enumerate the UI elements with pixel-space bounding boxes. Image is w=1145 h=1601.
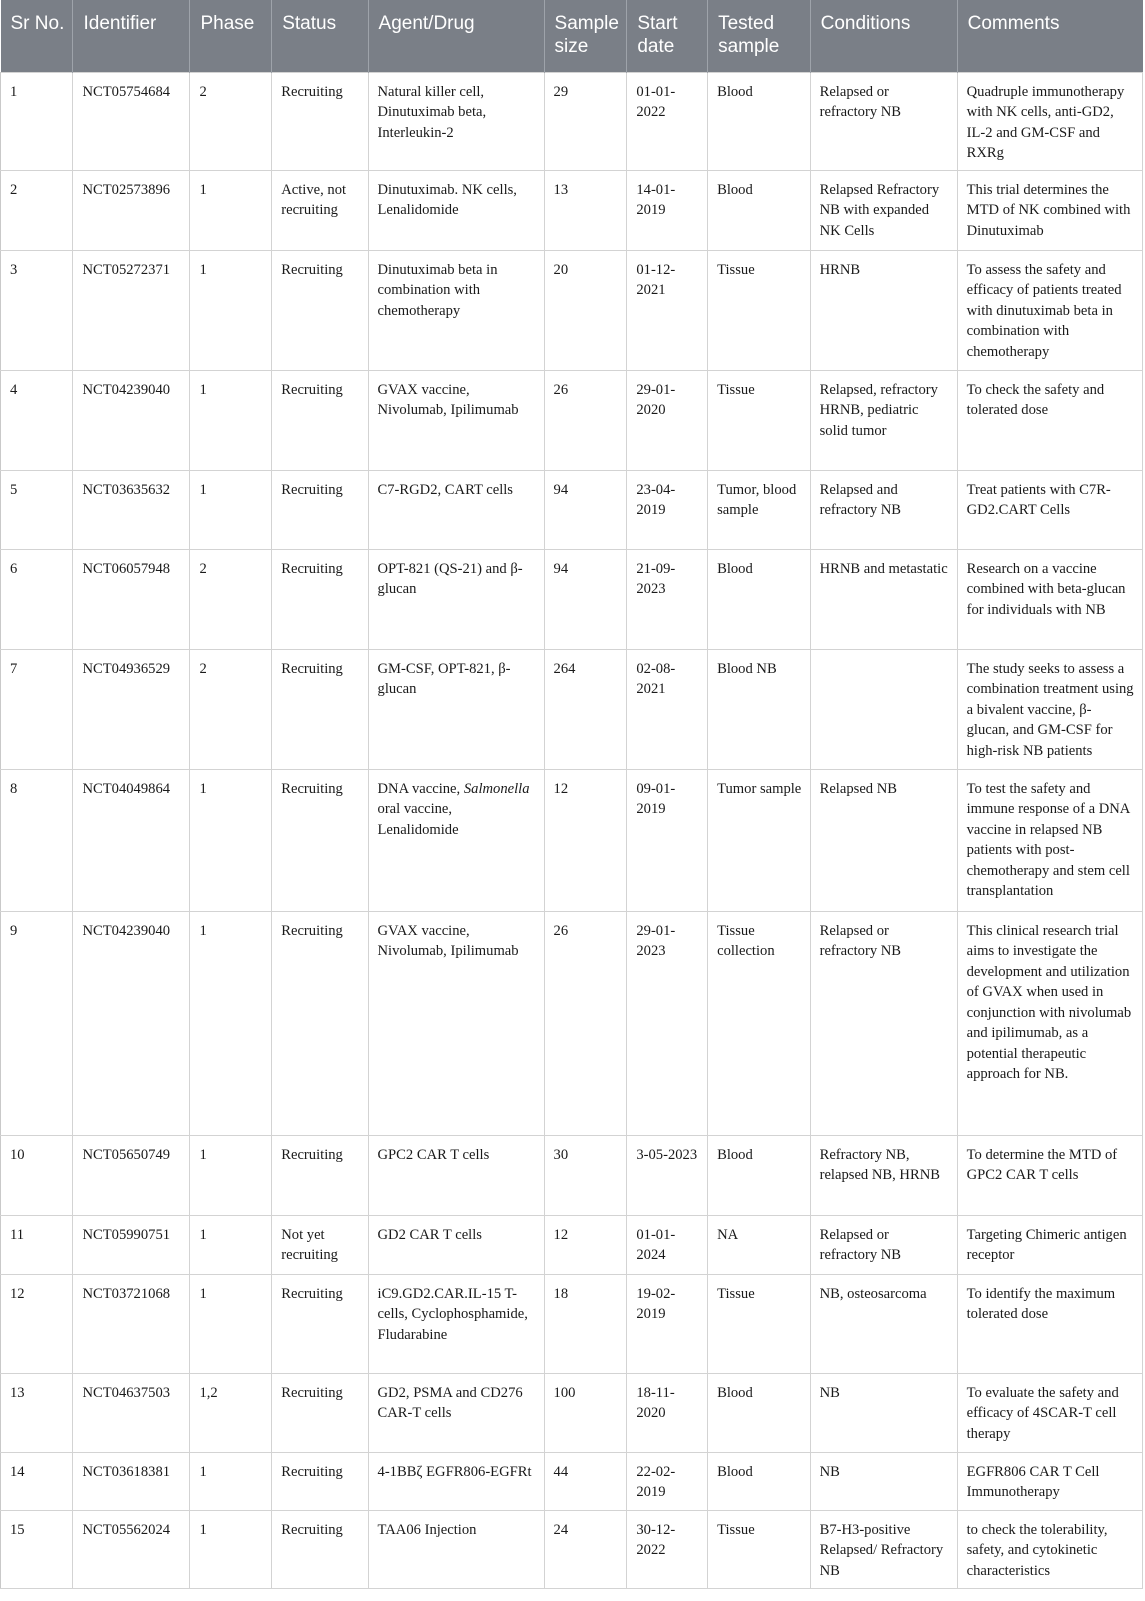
cell-identifier: NCT03618381 xyxy=(73,1452,190,1510)
table-row xyxy=(1,1215,1143,1274)
cell-sr-no: 14 xyxy=(1,1452,73,1510)
header-agent-drug: Agent/Drug xyxy=(368,0,544,72)
cell-identifier: NCT05562024 xyxy=(73,1510,190,1588)
cell-comments: The study seeks to assess a combination treatment using a bivalent vaccine, β-glucan, and GM-CSF for high-risk NB patients xyxy=(957,649,1142,769)
cell-conditions: NB, osteosarcoma xyxy=(810,1274,957,1373)
cell-conditions: NB xyxy=(810,1452,957,1510)
header-sample-size: Sample size xyxy=(544,0,627,72)
table-body xyxy=(1,72,1143,1588)
cell-status: Recruiting xyxy=(272,649,368,769)
cell-conditions: Relapsed or refractory NB xyxy=(810,911,957,1135)
cell-status: Recruiting xyxy=(272,1452,368,1510)
cell-sample-size: 20 xyxy=(544,250,627,370)
table-row xyxy=(1,1373,1143,1452)
cell-phase: 1 xyxy=(190,1215,272,1274)
cell-comments: To determine the MTD of GPC2 CAR T cells xyxy=(957,1135,1142,1215)
cell-identifier: NCT04936529 xyxy=(73,649,190,769)
cell-sr-no: 4 xyxy=(1,370,73,470)
cell-sample-size: 26 xyxy=(544,911,627,1135)
cell-comments: Treat patients with C7R-GD2.CART Cells xyxy=(957,470,1142,549)
cell-identifier: NCT03635632 xyxy=(73,470,190,549)
agent-text: DNA vaccine, xyxy=(377,780,464,797)
cell-conditions: HRNB xyxy=(810,250,957,370)
cell-agent-drug: C7-RGD2, CART cells xyxy=(368,470,544,549)
cell-agent-drug: OPT-821 (QS-21) and β-glucan xyxy=(368,549,544,649)
cell-agent-drug: TAA06 Injection xyxy=(368,1510,544,1588)
cell-comments: To test the safety and immune response of a DNA vaccine in relapsed NB patients with post-chemotherapy and stem cell transplantation xyxy=(957,769,1142,911)
cell-agent-drug: GVAX vaccine, Nivolumab, Ipilimumab xyxy=(368,911,544,1135)
cell-sample-size: 264 xyxy=(544,649,627,769)
table-row xyxy=(1,911,1143,1135)
cell-agent-drug: GVAX vaccine, Nivolumab, Ipilimumab xyxy=(368,370,544,470)
cell-identifier: NCT04239040 xyxy=(73,370,190,470)
header-row xyxy=(1,0,1143,72)
cell-sample-size: 18 xyxy=(544,1274,627,1373)
cell-start-date: 09-01-2019 xyxy=(627,769,708,911)
cell-sr-no: 8 xyxy=(1,769,73,911)
cell-comments: Research on a vaccine combined with beta-glucan for individuals with NB xyxy=(957,549,1142,649)
cell-comments: Targeting Chimeric antigen receptor xyxy=(957,1215,1142,1274)
cell-conditions: Relapsed or refractory NB xyxy=(810,1215,957,1274)
cell-agent-drug: Natural killer cell, Dinutuximab beta, Interleukin-2 xyxy=(368,72,544,170)
cell-identifier: NCT06057948 xyxy=(73,549,190,649)
header-phase: Phase xyxy=(190,0,272,72)
cell-agent-drug: GD2 CAR T cells xyxy=(368,1215,544,1274)
cell-identifier: NCT05650749 xyxy=(73,1135,190,1215)
cell-phase: 1 xyxy=(190,250,272,370)
cell-status: Recruiting xyxy=(272,549,368,649)
cell-phase: 1 xyxy=(190,769,272,911)
cell-sr-no: 12 xyxy=(1,1274,73,1373)
header-tested-sample: Tested sample xyxy=(708,0,811,72)
table-row xyxy=(1,769,1143,911)
header-comments: Comments xyxy=(957,0,1142,72)
cell-start-date: 21-09-2023 xyxy=(627,549,708,649)
cell-agent-drug: GD2, PSMA and CD276 CAR-T cells xyxy=(368,1373,544,1452)
table-row xyxy=(1,250,1143,370)
table-row xyxy=(1,649,1143,769)
cell-conditions: Relapsed, refractory HRNB, pediatric solid tumor xyxy=(810,370,957,470)
cell-sample-size: 94 xyxy=(544,470,627,549)
cell-start-date: 19-02-2019 xyxy=(627,1274,708,1373)
table-row xyxy=(1,72,1143,170)
cell-tested-sample: Blood xyxy=(708,1135,811,1215)
cell-phase: 1 xyxy=(190,370,272,470)
cell-sr-no: 5 xyxy=(1,470,73,549)
header-sr-no: Sr No. xyxy=(1,0,73,72)
table-row xyxy=(1,1274,1143,1373)
cell-comments: to check the tolerability, safety, and cytokinetic characteristics xyxy=(957,1510,1142,1588)
cell-tested-sample: Tissue xyxy=(708,1510,811,1588)
cell-comments: This clinical research trial aims to investigate the development and utilization of GVAX when used in conjunction with nivolumab and ipilimumab, as a potential therapeutic approach for NB. xyxy=(957,911,1142,1135)
cell-start-date: 18-11-2020 xyxy=(627,1373,708,1452)
cell-comments: EGFR806 CAR T Cell Immunotherapy xyxy=(957,1452,1142,1510)
cell-identifier: NCT03721068 xyxy=(73,1274,190,1373)
agent-text: oral vaccine, Lenalidomide xyxy=(377,801,459,838)
cell-start-date: 01-01-2022 xyxy=(627,72,708,170)
cell-status: Recruiting xyxy=(272,370,368,470)
cell-start-date: 3-05-2023 xyxy=(627,1135,708,1215)
cell-tested-sample: Blood xyxy=(708,72,811,170)
cell-comments: Quadruple immunotherapy with NK cells, anti-GD2, IL-2 and GM-CSF and RXRg xyxy=(957,72,1142,170)
cell-status: Recruiting xyxy=(272,250,368,370)
cell-agent-drug: 4-1BBζ EGFR806-EGFRt xyxy=(368,1452,544,1510)
cell-phase: 1,2 xyxy=(190,1373,272,1452)
cell-conditions: Relapsed or refractory NB xyxy=(810,72,957,170)
cell-start-date: 23-04-2019 xyxy=(627,470,708,549)
cell-sr-no: 2 xyxy=(1,170,73,250)
cell-tested-sample: Blood xyxy=(708,170,811,250)
cell-status: Not yet recruiting xyxy=(272,1215,368,1274)
cell-comments: To evaluate the safety and efficacy of 4SCAR-T cell therapy xyxy=(957,1373,1142,1452)
cell-identifier: NCT05990751 xyxy=(73,1215,190,1274)
cell-sr-no: 15 xyxy=(1,1510,73,1588)
cell-start-date: 29-01-2020 xyxy=(627,370,708,470)
cell-status: Recruiting xyxy=(272,1373,368,1452)
cell-comments: To assess the safety and efficacy of patients treated with dinutuximab beta in combination with chemotherapy xyxy=(957,250,1142,370)
cell-agent-drug: GM-CSF, OPT-821, β-glucan xyxy=(368,649,544,769)
cell-tested-sample: Blood xyxy=(708,1373,811,1452)
cell-identifier: NCT04637503 xyxy=(73,1373,190,1452)
cell-conditions xyxy=(810,649,957,769)
cell-phase: 2 xyxy=(190,549,272,649)
cell-status: Recruiting xyxy=(272,1274,368,1373)
cell-sr-no: 10 xyxy=(1,1135,73,1215)
table-row xyxy=(1,470,1143,549)
cell-identifier: NCT04239040 xyxy=(73,911,190,1135)
cell-sample-size: 29 xyxy=(544,72,627,170)
cell-tested-sample: Blood NB xyxy=(708,649,811,769)
cell-sample-size: 30 xyxy=(544,1135,627,1215)
cell-phase: 1 xyxy=(190,1452,272,1510)
cell-tested-sample: Blood xyxy=(708,1452,811,1510)
cell-agent-drug: GPC2 CAR T cells xyxy=(368,1135,544,1215)
table-row xyxy=(1,1452,1143,1510)
cell-sample-size: 12 xyxy=(544,1215,627,1274)
cell-identifier: NCT05272371 xyxy=(73,250,190,370)
cell-tested-sample: Blood xyxy=(708,549,811,649)
cell-tested-sample: Tumor sample xyxy=(708,769,811,911)
cell-start-date: 22-02-2019 xyxy=(627,1452,708,1510)
cell-status: Recruiting xyxy=(272,911,368,1135)
cell-identifier: NCT05754684 xyxy=(73,72,190,170)
cell-tested-sample: Tissue xyxy=(708,1274,811,1373)
cell-sample-size: 44 xyxy=(544,1452,627,1510)
header-conditions: Conditions xyxy=(810,0,957,72)
cell-status: Recruiting xyxy=(272,72,368,170)
cell-tested-sample: Tumor, blood sample xyxy=(708,470,811,549)
cell-tested-sample: Tissue xyxy=(708,370,811,470)
table-row xyxy=(1,370,1143,470)
cell-phase: 1 xyxy=(190,170,272,250)
cell-sample-size: 24 xyxy=(544,1510,627,1588)
cell-comments: To identify the maximum tolerated dose xyxy=(957,1274,1142,1373)
cell-agent-drug: Dinutuximab. NK cells, Lenalidomide xyxy=(368,170,544,250)
header-status: Status xyxy=(272,0,368,72)
cell-conditions: NB xyxy=(810,1373,957,1452)
agent-italic-text: Salmonella xyxy=(463,780,530,797)
cell-sr-no: 7 xyxy=(1,649,73,769)
cell-status: Recruiting xyxy=(272,1135,368,1215)
table-row xyxy=(1,170,1143,250)
cell-phase: 2 xyxy=(190,649,272,769)
cell-start-date: 29-01-2023 xyxy=(627,911,708,1135)
cell-sr-no: 9 xyxy=(1,911,73,1135)
cell-start-date: 14-01-2019 xyxy=(627,170,708,250)
cell-agent-drug xyxy=(368,769,544,911)
cell-status: Recruiting xyxy=(272,769,368,911)
cell-sr-no: 1 xyxy=(1,72,73,170)
cell-identifier: NCT02573896 xyxy=(73,170,190,250)
cell-sample-size: 100 xyxy=(544,1373,627,1452)
cell-start-date: 01-01-2024 xyxy=(627,1215,708,1274)
cell-conditions: HRNB and metastatic xyxy=(810,549,957,649)
cell-tested-sample: NA xyxy=(708,1215,811,1274)
table-row xyxy=(1,1135,1143,1215)
cell-phase: 2 xyxy=(190,72,272,170)
cell-agent-drug: iC9.GD2.CAR.IL-15 T-cells, Cyclophosphamide, Fludarabine xyxy=(368,1274,544,1373)
cell-sr-no: 6 xyxy=(1,549,73,649)
cell-sample-size: 12 xyxy=(544,769,627,911)
cell-sample-size: 13 xyxy=(544,170,627,250)
table-row xyxy=(1,549,1143,649)
cell-conditions: Relapsed Refractory NB with expanded NK Cells xyxy=(810,170,957,250)
cell-status: Recruiting xyxy=(272,1510,368,1588)
table-header xyxy=(1,0,1143,72)
cell-start-date: 01-12-2021 xyxy=(627,250,708,370)
cell-tested-sample: Tissue xyxy=(708,250,811,370)
cell-comments: To check the safety and tolerated dose xyxy=(957,370,1142,470)
cell-conditions: Refractory NB, relapsed NB, HRNB xyxy=(810,1135,957,1215)
cell-phase: 1 xyxy=(190,1135,272,1215)
cell-sr-no: 11 xyxy=(1,1215,73,1274)
cell-start-date: 30-12-2022 xyxy=(627,1510,708,1588)
cell-status: Recruiting xyxy=(272,470,368,549)
cell-sample-size: 26 xyxy=(544,370,627,470)
cell-sample-size: 94 xyxy=(544,549,627,649)
cell-phase: 1 xyxy=(190,1274,272,1373)
cell-phase: 1 xyxy=(190,911,272,1135)
cell-identifier: NCT04049864 xyxy=(73,769,190,911)
table-row xyxy=(1,1510,1143,1588)
cell-conditions: Relapsed NB xyxy=(810,769,957,911)
cell-comments: This trial determines the MTD of NK combined with Dinutuximab xyxy=(957,170,1142,250)
header-start-date: Start date xyxy=(627,0,708,72)
cell-tested-sample: Tissue collection xyxy=(708,911,811,1135)
cell-conditions: Relapsed and refractory NB xyxy=(810,470,957,549)
cell-start-date: 02-08-2021 xyxy=(627,649,708,769)
cell-sr-no: 13 xyxy=(1,1373,73,1452)
cell-phase: 1 xyxy=(190,470,272,549)
cell-phase: 1 xyxy=(190,1510,272,1588)
header-identifier: Identifier xyxy=(73,0,190,72)
cell-agent-drug: Dinutuximab beta in combination with chemotherapy xyxy=(368,250,544,370)
cell-sr-no: 3 xyxy=(1,250,73,370)
cell-conditions: B7-H3-positive Relapsed/ Refractory NB xyxy=(810,1510,957,1588)
cell-status: Active, not recruiting xyxy=(272,170,368,250)
